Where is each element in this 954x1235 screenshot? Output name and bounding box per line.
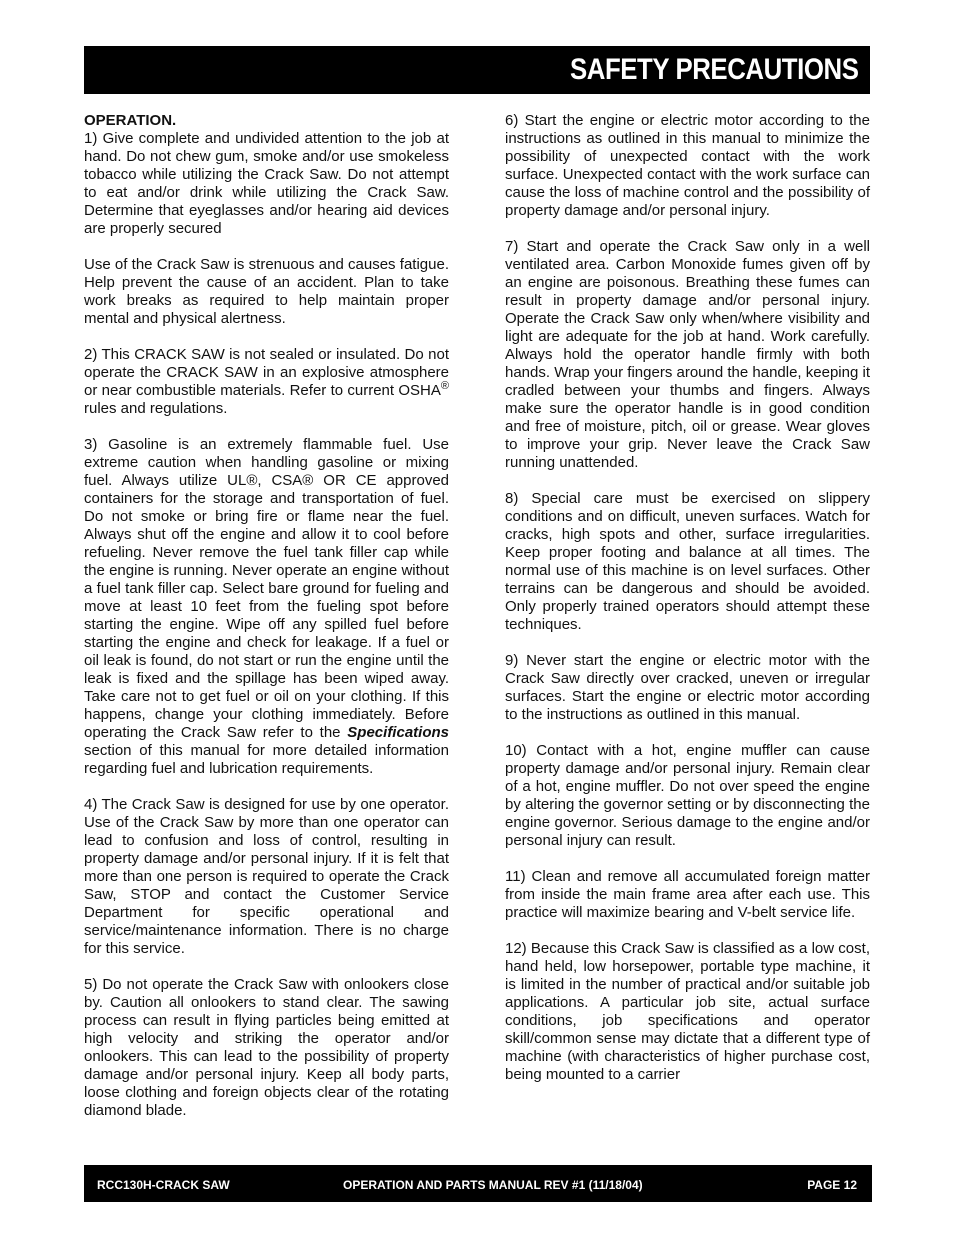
paragraph-3 <box>84 436 449 778</box>
paragraph-5: 5) Do not operate the Crack Saw with onlookers close by. Caution all onlookers to stand clear. The sawing process can result in flying particles being emitted at high velocity and striking the operator and/or onlookers. This can lead to the possibility of property damage and/or personal injury. Keep all body parts, loose clothing and foreign objects clear of the rotating diamond blade. <box>84 976 449 1119</box>
paragraph-fatigue: Use of the Crack Saw is strenuous and causes fatigue. Help prevent the cause of an accident. Plan to take work breaks as required to help maintain proper mental and physical alertness. <box>84 256 449 327</box>
paragraph-9: 9) Never start the engine or electric motor with the Crack Saw directly over cracked, uneven or irregular surfaces. Start the engine or electric motor according to the instructions as outlined in this manual. <box>505 652 870 723</box>
footer-page-number: PAGE 12 <box>807 1178 857 1192</box>
paragraph-2 <box>84 346 449 418</box>
page-title: SAFETY PRECAUTIONS <box>569 53 858 86</box>
paragraph-3-text: 3) Gasoline is an extremely flammable fuel. Use extreme caution when handling gasoline or mixing fuel. Always utilize UL®, CSA® OR CE approved containers for the storage and transportation of fuel. Do not smoke or bring fire or flame near the fuel. Always shut off the engine and allow it to cool before refueling. Never remove the fuel tank filler cap while the engine is running. Never operate an engine without a fuel tank filler cap. Select bare ground for fueling and move at least 10 feet from the fueling spot before starting the engine. Wipe off any spilled fuel before starting the engine and check for leakage. If a fuel or oil leak is found, do not start or run the engine until the leak is fixed and the spillage has been wiped away. Take care not to get fuel or oil on your clothing. If this happens, change your clothing immediately. Before operating the Crack Saw refer to the <box>84 436 449 741</box>
footer-bar <box>84 1165 872 1202</box>
paragraph-7: 7) Start and operate the Crack Saw only in a well ventilated area. Carbon Monoxide fumes given off by an engine are poisonous. Breathing these fumes can result in property damage and/or personal injury. Operate the Crack Saw only when/where visibility and light are adequate for the job at hand. Work carefully. Always hold the operator handle firmly with both hands. Wrap your fingers around the handle, keeping it cradled between your thumbs and fingers. Always make sure the operator handle is in good condition and free of moisture, pitch, oil or grease. Wear gloves to improve your grip. Never leave the Crack Saw running unattended. <box>505 238 870 471</box>
right-column <box>505 112 870 1102</box>
paragraph-12: 12) Because this Crack Saw is classified as a low cost, hand held, low horsepower, portable type machine, it is limited in the number of practical and/or suitable job applications. A particular job site, actual surface conditions, job specifications and operator skill/common sense may dictate that a different type of machine (with characteristics of higher purchase cost, being mounted to a carrier <box>505 940 870 1083</box>
footer-manual-title: OPERATION AND PARTS MANUAL REV #1 (11/18/04) <box>343 1178 643 1192</box>
paragraph-2-text: 2) This CRACK SAW is not sealed or insulated. Do not operate the CRACK SAW in an explosive atmosphere or near combustible materials. Refer to current OSHA <box>84 346 449 399</box>
paragraph-8: 8) Special care must be exercised on slippery conditions and on difficult, uneven surfaces. Watch for cracks, high spots and other, surface irregularities. Keep proper footing and balance at all times. The normal use of this machine is on level surfaces. Other terrains can be dangerous and should be avoided. Only properly trained operators should attempt these techniques. <box>505 490 870 633</box>
specifications-emphasis: Specifications <box>347 724 449 741</box>
registered-mark: ® <box>440 380 449 392</box>
paragraph-6: 6) Start the engine or electric motor according to the instructions as outlined in this manual to minimize the possibility of unexpected contact with the work surface. Unexpected contact with the work surface can cause the loss of machine control and the possibility of property damage and/or personal injury. <box>505 112 870 219</box>
footer-model: RCC130H-CRACK SAW <box>97 1178 230 1192</box>
section-heading: OPERATION. <box>84 112 177 129</box>
header-bar <box>84 46 870 94</box>
paragraph-4: 4) The Crack Saw is designed for use by one operator. Use of the Crack Saw by more than one operator can lead to confusion and loss of control, resulting in property damage and/or personal injury. If it is felt that more than one person is required to operate the Crack Saw, STOP and contact the Customer Service Department for specific operational and service/maintenance information. There is no charge for this service. <box>84 796 449 957</box>
paragraph-10: 10) Contact with a hot, engine muffler can cause property damage and/or personal injury. Remain clear of a hot, engine muffler. Do not over speed the engine by altering the governor setting or by disconnecting the engine governor. Serious damage to the engine and/or personal injury can result. <box>505 742 870 849</box>
paragraph-3-tail: section of this manual for more detailed information regarding fuel and lubrication requirements. <box>84 742 449 777</box>
left-column <box>84 112 449 1138</box>
paragraph-1: 1) Give complete and undivided attention to the job at hand. Do not chew gum, smoke and/or use smokeless tobacco while utilizing the Crack Saw. Do not attempt to eat and/or drink while utilizing the Crack Saw. Determine that eyeglasses and/or hearing aid devices are properly secured <box>84 130 449 237</box>
paragraph-2-tail: rules and regulations. <box>84 400 228 417</box>
paragraph-11: 11) Clean and remove all accumulated foreign matter from inside the main frame area after each use. This practice will maximize bearing and V-belt service life. <box>505 868 870 921</box>
